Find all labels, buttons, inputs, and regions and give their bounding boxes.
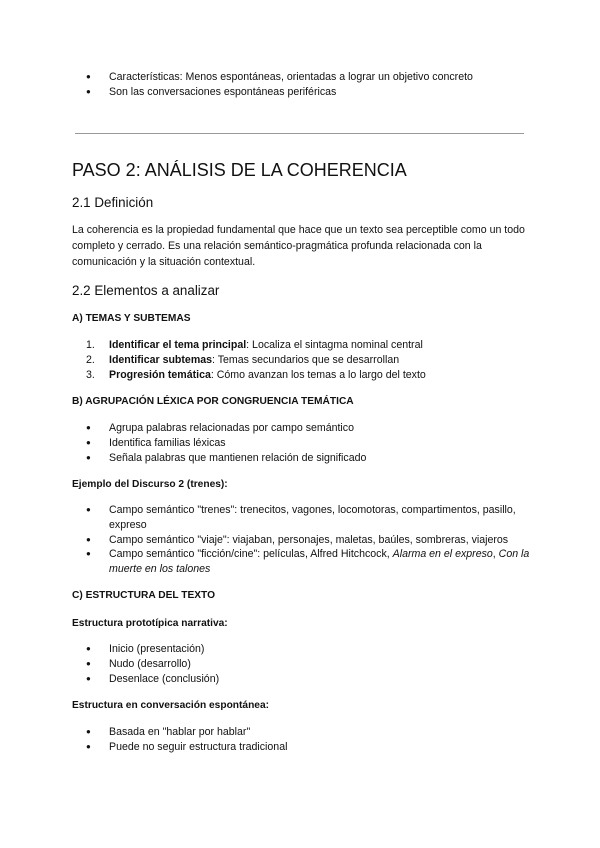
paso2-title: PASO 2: ANÁLISIS DE LA COHERENCIA (72, 160, 407, 180)
list-item: ● Desenlace (conclusión) (72, 672, 532, 687)
list-item: ● Basada en "hablar por hablar" (72, 725, 532, 740)
list-item: 3. Progresión temática: Cómo avanzan los temas a lo largo del texto (86, 368, 426, 381)
section-2-1-heading: 2.1 Definición (72, 195, 154, 210)
definition-paragraph: La coherencia es la propiedad fundamental que hace que un texto sea perceptible como un todo completo y cerrado. Es una relación semántico-pragmática profunda relacionada con la comunicación y la situación contextual. (72, 224, 525, 268)
section-2-2-heading: 2.2 Elementos a analizar (72, 283, 220, 298)
list-item: ● Campo semántico "trenes": trenecitos, vagones, locomotoras, compartimentos, pasillo, expreso (72, 503, 532, 533)
esp-bullet-list (72, 725, 532, 755)
top-bullet-list (72, 70, 532, 100)
list-item: 1. Identificar el tema principal: Localiza el sintagma nominal central (86, 339, 423, 351)
esp-heading: Estructura en conversación espontánea: (72, 700, 270, 711)
list-item: ● Agrupa palabras relacionadas por campo semántico (72, 421, 532, 436)
list-item: ● Son las conversaciones espontáneas periféricas (72, 85, 532, 100)
list-item: ● Campo semántico "viaje": viajaban, personajes, maletas, baúles, sombreras, viajeros (72, 533, 532, 548)
subsection-c-heading: C) ESTRUCTURA DEL TEXTO (72, 590, 216, 601)
subsection-a-heading: A) TEMAS Y SUBTEMAS (72, 313, 191, 324)
list-item: ● Características: Menos espontáneas, orientadas a lograr un objetivo concreto (72, 70, 532, 85)
temas-numbered-list (72, 338, 532, 382)
list-item: ● Señala palabras que mantienen relación de significado (72, 451, 532, 466)
list-item: ● Puede no seguir estructura tradicional (72, 740, 532, 755)
list-item: 2. Identificar subtemas: Temas secundarios que se desarrollan (86, 353, 400, 366)
example-bullet-list (72, 503, 532, 577)
example-heading: Ejemplo del Discurso 2 (trenes): (72, 479, 228, 490)
subsection-b-heading: B) AGRUPACIÓN LÉXICA POR CONGRUENCIA TEMÁTICA (72, 396, 354, 407)
horizontal-divider (75, 133, 524, 134)
list-item: ● Inicio (presentación) (72, 642, 532, 657)
proto-bullet-list (72, 642, 532, 686)
agrupacion-bullet-list (72, 421, 532, 465)
list-item: ● Identifica familias léxicas (72, 436, 532, 451)
proto-heading: Estructura prototípica narrativa: (72, 618, 228, 629)
list-item: ● Campo semántico "ficción/cine": películas, Alfred Hitchcock, Alarma en el expreso, Con la muerte en los talones (72, 547, 532, 577)
list-item: ● Nudo (desarrollo) (72, 657, 532, 672)
